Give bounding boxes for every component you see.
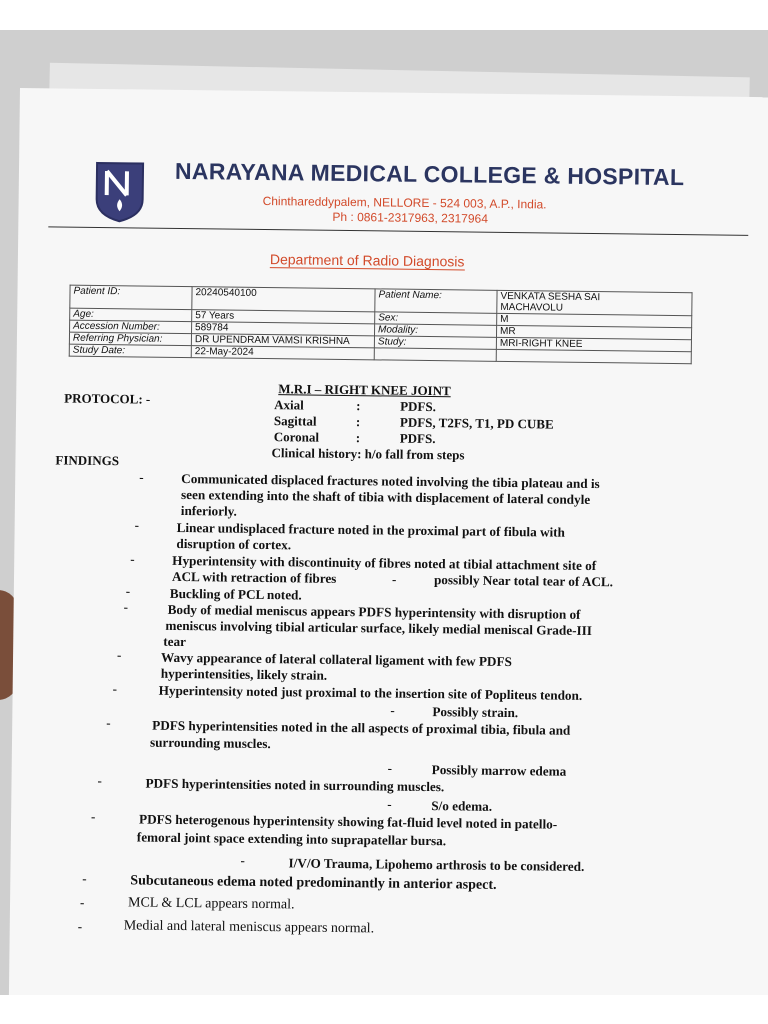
cell-label: Age: — [70, 308, 192, 321]
finding-line: MCL & LCL appears normal. — [127, 895, 295, 913]
finding-line: Wavy appearance of lateral collateral ligament with few PDFS — [160, 649, 512, 670]
clinical-history: Clinical history: h/o fall from steps — [271, 445, 465, 463]
narayana-logo-icon — [92, 159, 147, 224]
finding-line: Hyperintensity with discontinuity of fibres noted at tibial attachment site of — [172, 552, 597, 574]
finding-line: Hyperintensity noted just proximal to the insertion site of Popliteus tendon. — [158, 682, 583, 703]
protocol-plane: Sagittal — [273, 413, 317, 429]
protocol-seq: PDFS. — [400, 398, 436, 415]
finding-line: Subcutaneous edema noted predominantly in anterior aspect. — [130, 873, 497, 893]
protocol-label: PROTOCOL: - — [64, 390, 151, 407]
bullet-dash: - — [91, 808, 96, 824]
cell-value: 22-May-2024 — [191, 346, 374, 360]
bullet-dash: - — [139, 469, 144, 485]
cell-value: MRI-RIGHT KNEE — [496, 337, 691, 351]
bullet-dash: - — [390, 702, 395, 718]
cell-value: M — [497, 313, 692, 327]
cell-label: Referring Physician: — [69, 332, 191, 345]
hospital-phone: Ph : 0861-2317963, 2317964 — [332, 209, 489, 226]
bullet-dash: - — [123, 599, 129, 615]
cell-label: Patient ID: — [70, 285, 192, 309]
protocol-title: M.R.I – RIGHT KNEE JOINT — [278, 381, 451, 399]
patient-info-table — [69, 285, 693, 365]
finding-line: Possibly marrow edema — [431, 762, 567, 779]
bullet-dash: - — [240, 852, 246, 868]
cell-label: Modality: — [374, 324, 496, 337]
bullet-dash: - — [79, 894, 85, 910]
finding-line: Communicated displaced fractures noted involving the tibia plateau and is — [181, 470, 600, 492]
protocol-seq: PDFS, T2FS, T1, PD CUBE — [399, 414, 554, 432]
cell-value: DR UPENDRAM VAMSI KRISHNA — [191, 334, 374, 348]
finding-line: Medial and lateral meniscus appears normal. — [123, 918, 375, 937]
patient-name-line1: VENKATA SESHA SAI — [500, 290, 601, 304]
finding-line: Buckling of PCL noted. — [169, 585, 302, 603]
bullet-dash: - — [134, 517, 140, 533]
bullet-dash: - — [106, 715, 111, 731]
finding-line: I/V/O Trauma, Lipohemo arthrosis to be considered. — [288, 855, 585, 874]
cell-label: Accession Number: — [70, 320, 192, 333]
finding-line: PDFS hyperintensities noted in the all aspects of proximal tibia, fibula and — [152, 717, 571, 738]
cell-label: Patient Name: — [375, 289, 497, 313]
finding-line: inferiorly. — [180, 502, 237, 519]
cell-value — [496, 349, 691, 363]
cell-value: MR — [496, 325, 691, 339]
protocol-sep: : — [355, 414, 361, 430]
bullet-dash: - — [125, 583, 131, 599]
bullet-dash: - — [391, 571, 397, 587]
cell-label: Sex: — [375, 312, 497, 325]
photo-background — [0, 30, 768, 995]
cell-value: 57 Years — [192, 310, 375, 324]
protocol-sep: : — [355, 430, 361, 446]
bullet-dash: - — [130, 551, 135, 567]
findings-label: FINDINGS — [55, 452, 120, 469]
finding-line: Linear undisplaced fracture noted in the proximal part of fibula with — [176, 519, 566, 540]
cell-value: 589784 — [192, 322, 375, 336]
finding-line: femoral joint space extending into suprapatellar bursa. — [136, 829, 447, 849]
cell-value: 20240540100 — [192, 287, 375, 312]
finding-line: S/o edema. — [431, 798, 493, 814]
finding-line: PDFS hyperintensities noted in surrounding muscles. — [145, 775, 445, 795]
protocol-seq: PDFS. — [399, 430, 436, 447]
finding-line: seen extending into the shaft of tibia with displacement of lateral condyle — [180, 486, 591, 507]
finding-line: surrounding muscles. — [149, 734, 271, 752]
bullet-dash: - — [77, 918, 83, 934]
finding-line: ACL with retraction of fibres — [171, 568, 337, 586]
cell-label — [374, 348, 496, 361]
patient-name-line2: MACHAVOLU — [500, 301, 564, 314]
finding-line: PDFS heterogenous hyperintensity showing fat-fluid level noted in patello- — [138, 811, 558, 832]
bullet-dash: - — [387, 796, 392, 812]
protocol-plane: Axial — [274, 397, 304, 413]
finding-line: meniscus involving tibial articular surface, likely medial meniscal Grade-III — [165, 617, 593, 639]
bullet-dash: - — [116, 647, 122, 663]
protocol-sep: : — [356, 398, 361, 414]
cell-value — [497, 290, 692, 315]
bullet-dash: - — [82, 870, 87, 886]
bullet-dash: - — [97, 772, 102, 789]
bullet-dash: - — [387, 760, 393, 776]
finding-line: Possibly strain. — [432, 704, 519, 721]
hospital-name: NARAYANA MEDICAL COLLEGE & HOSPITAL — [174, 157, 685, 191]
cell-label: Study Date: — [69, 344, 191, 357]
finding-line: tear — [163, 633, 187, 650]
finding-line: Body of medial meniscus appears PDFS hyperintensity with disruption of — [167, 601, 581, 622]
hospital-address: Chinthareddypalem, NELLORE - 524 003, A.P., India. — [262, 193, 547, 212]
protocol-plane: Coronal — [273, 429, 320, 445]
cell-label: Study: — [374, 336, 496, 349]
bullet-dash: - — [112, 681, 118, 697]
header-divider — [48, 226, 748, 236]
finding-line: hyperintensities, likely strain. — [160, 665, 328, 683]
report-sheet — [9, 88, 768, 995]
finding-line: disruption of cortex. — [176, 535, 292, 553]
finding-line: possibly Near total tear of ACL. — [433, 572, 614, 590]
department-title: Department of Radio Diagnosis — [269, 251, 465, 270]
